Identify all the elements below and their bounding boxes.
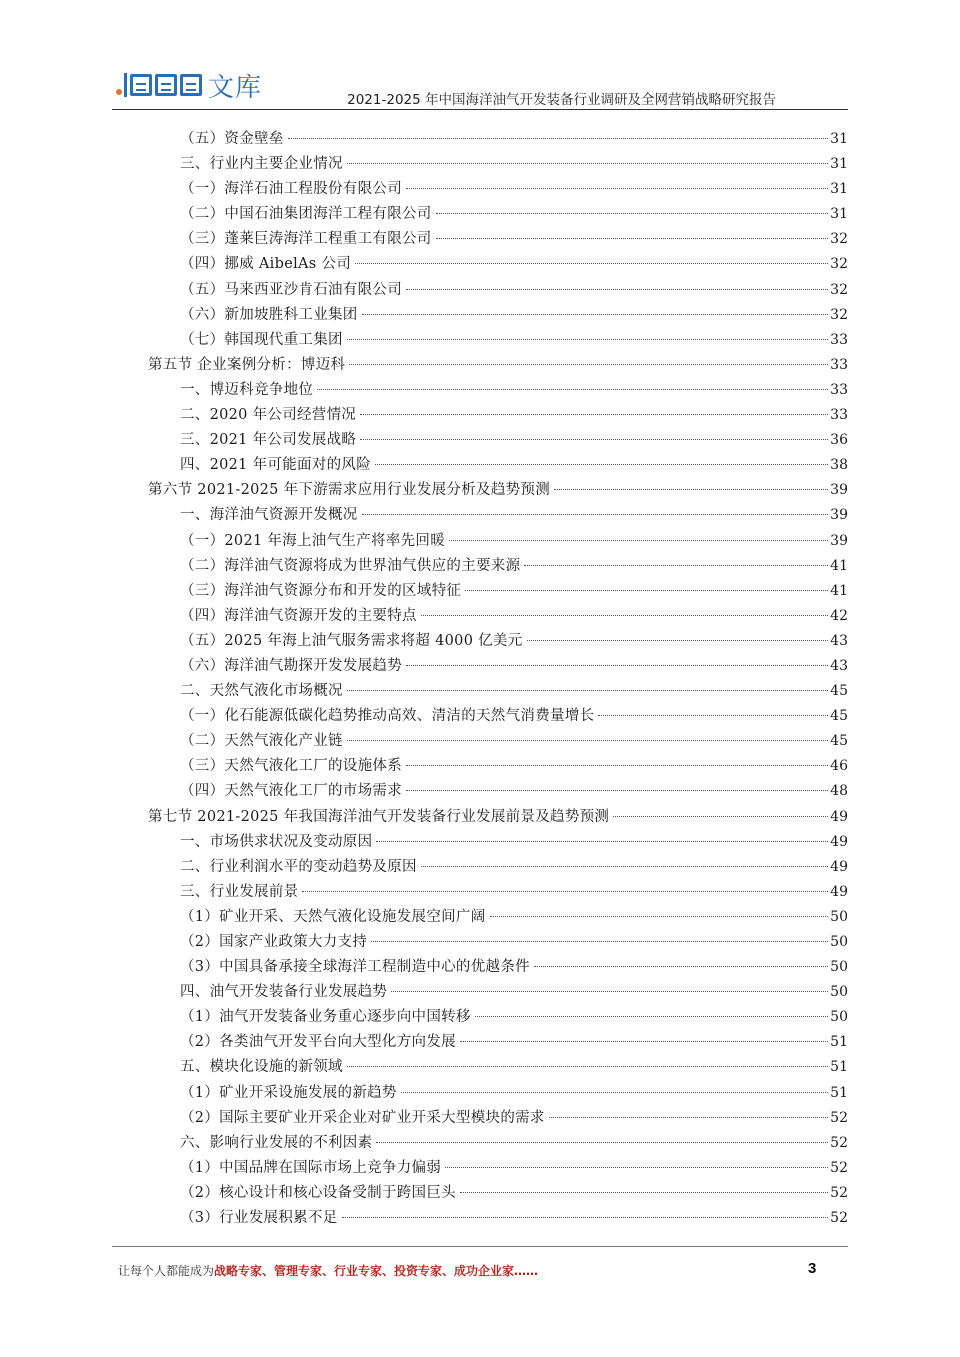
toc-entry[interactable]: [148, 303, 848, 328]
toc-entry-title: 三、行业内主要企业情况: [180, 156, 343, 173]
toc-entry-title: （2）各类油气开发平台向大型化方向发展: [180, 1034, 456, 1051]
toc-entry-page: 46: [830, 758, 848, 775]
toc-leader-dots: [524, 565, 828, 566]
toc-entry-page: 52: [830, 1109, 848, 1126]
toc-leader-dots: [349, 364, 828, 365]
toc-leader-dots: [391, 991, 828, 992]
footer-divider: [112, 1246, 848, 1247]
toc-entry-page: 52: [830, 1134, 848, 1151]
toc-entry-page: 41: [830, 582, 848, 599]
toc-entry-title: （五）马来西亚沙肯石油有限公司: [180, 281, 402, 298]
toc-entry[interactable]: [148, 604, 848, 629]
header-divider: [112, 109, 848, 110]
toc-leader-dots: [406, 188, 828, 189]
toc-entry[interactable]: [148, 328, 848, 353]
toc-entry[interactable]: [148, 1131, 848, 1156]
toc-entry-page: 51: [830, 1059, 848, 1076]
toc-entry-page: 43: [830, 632, 848, 649]
toc-entry-page: 38: [830, 457, 848, 474]
toc-entry-title: （一）2021 年海上油气生产将率先回暖: [180, 532, 446, 549]
table-of-contents: [148, 127, 848, 1231]
toc-entry[interactable]: [148, 152, 848, 177]
toc-entry[interactable]: [148, 629, 848, 654]
toc-entry-title: （二）海洋油气资源将成为世界油气供应的主要来源: [180, 557, 521, 574]
toc-leader-dots: [436, 238, 829, 239]
toc-leader-dots: [421, 615, 828, 616]
toc-entry[interactable]: [148, 880, 848, 905]
slogan-highlight: 战略专家、管理专家、行业专家、投资专家、成功企业家……: [214, 1264, 539, 1278]
toc-leader-dots: [449, 540, 828, 541]
toc-entry[interactable]: [148, 1156, 848, 1181]
toc-entry-title: （三）蓬莱巨涛海洋工程重工有限公司: [180, 231, 432, 248]
toc-entry-page: 50: [830, 984, 848, 1001]
toc-leader-dots: [490, 916, 829, 917]
toc-entry-title: （3）行业发展积累不足: [180, 1210, 338, 1227]
toc-entry-title: 一、博迈科竞争地位: [180, 381, 314, 398]
toc-entry[interactable]: [148, 704, 848, 729]
toc-entry-page: 36: [830, 432, 848, 449]
toc-entry-page: 51: [830, 1084, 848, 1101]
toc-entry-title: （二）天然气液化产业链: [180, 733, 343, 750]
toc-entry-page: 50: [830, 1009, 848, 1026]
toc-entry-page: 32: [830, 281, 848, 298]
toc-entry[interactable]: [148, 278, 848, 303]
toc-leader-dots: [347, 163, 828, 164]
toc-entry[interactable]: [148, 252, 848, 277]
footer-slogan: [118, 1262, 538, 1279]
toc-entry[interactable]: [148, 1005, 848, 1030]
toc-leader-dots: [436, 213, 829, 214]
toc-leader-dots: [355, 263, 828, 264]
toc-entry-title: （二）中国石油集团海洋工程有限公司: [180, 206, 432, 223]
toc-entry-title: 三、行业发展前景: [180, 883, 299, 900]
toc-leader-dots: [360, 414, 828, 415]
toc-entry-page: 42: [830, 607, 848, 624]
toc-entry-page: 45: [830, 733, 848, 750]
toc-entry[interactable]: [148, 453, 848, 478]
toc-entry-page: 32: [830, 231, 848, 248]
toc-entry[interactable]: [148, 1106, 848, 1131]
toc-entry[interactable]: [148, 1030, 848, 1055]
toc-leader-dots: [401, 1092, 828, 1093]
toc-entry-page: 32: [830, 256, 848, 273]
toc-entry-page: 33: [830, 356, 848, 373]
toc-entry[interactable]: [148, 403, 848, 428]
toc-entry-page: 39: [830, 482, 848, 499]
toc-entry-page: 49: [830, 883, 848, 900]
toc-entry-title: （2）国家产业政策大力支持: [180, 934, 368, 950]
toc-leader-dots: [554, 489, 828, 490]
toc-entry-title: （三）天然气液化工厂的设施体系: [180, 758, 402, 775]
toc-entry-title: （五）2025 年海上油气服务需求将超 4000 亿美元: [180, 632, 523, 649]
toc-entry-title: （2）国际主要矿业开采企业对矿业开采大型模块的需求: [180, 1109, 545, 1126]
toc-entry-page: 48: [830, 783, 848, 800]
toc-entry-page: 32: [830, 306, 848, 323]
toc-entry-title: 二、天然气液化市场概况: [180, 683, 343, 700]
toc-entry-title: 一、市场供求状况及变动原因: [180, 833, 373, 850]
toc-entry[interactable]: [148, 478, 848, 503]
toc-entry[interactable]: [148, 654, 848, 679]
toc-entry-page: 33: [830, 331, 848, 348]
report-title: 2021-2025 年中国海洋油气开发装备行业调研及全网营销战略研究报告: [347, 92, 776, 108]
toc-entry-title: 五、模块化设施的新领域: [180, 1059, 343, 1076]
toc-entry-page: 49: [830, 858, 848, 875]
slogan-prefix: 让每个人都能成为: [118, 1264, 215, 1278]
toc-entry[interactable]: [148, 503, 848, 528]
toc-entry-page: 31: [830, 181, 848, 198]
toc-leader-dots: [613, 816, 828, 817]
toc-entry[interactable]: [148, 679, 848, 704]
toc-entry-page: 41: [830, 557, 848, 574]
toc-entry[interactable]: [148, 1206, 848, 1231]
toc-leader-dots: [317, 389, 828, 390]
toc-entry-title: （四）天然气液化工厂的市场需求: [180, 783, 402, 800]
toc-entry-title: （1）中国品牌在国际市场上竞争力偏弱: [180, 1159, 442, 1176]
toc-entry-page: 33: [830, 407, 848, 424]
toc-entry-title: 四、油气开发装备行业发展趋势: [180, 984, 388, 1001]
toc-entry-title: 四、2021 年可能面对的风险: [180, 457, 372, 474]
toc-leader-dots: [527, 640, 829, 641]
toc-entry-title: （一）化石能源低碳化趋势推动高效、清洁的天然气消费量增长: [180, 708, 595, 725]
toc-entry-title: 第五节 企业案例分析：博迈科: [148, 356, 346, 373]
toc-entry-page: 33: [830, 381, 848, 398]
toc-entry-title: 六、影响行业发展的不利因素: [180, 1134, 373, 1151]
toc-entry-title: （1）矿业开采、天然气液化设施发展空间广阔: [180, 908, 486, 925]
toc-entry[interactable]: [148, 805, 848, 830]
toc-leader-dots: [347, 690, 828, 691]
toc-leader-dots: [376, 841, 828, 842]
toc-leader-dots: [376, 1142, 828, 1143]
toc-entry-page: 52: [830, 1210, 848, 1227]
logo-letters-icon: [130, 74, 202, 96]
toc-entry-title: （1）油气开发装备业务重心逐步向中国转移: [180, 1009, 471, 1026]
toc-entry[interactable]: [148, 754, 848, 779]
toc-entry-title: 第七节 2021-2025 年我国海洋油气开发装备行业发展前景及趋势预测: [148, 808, 610, 825]
toc-leader-dots: [445, 1167, 828, 1168]
page-number: 3: [808, 1260, 817, 1277]
toc-entry-title: （六）海洋油气勘探开发发展趋势: [180, 657, 402, 674]
toc-entry-title: （五）资金壁垒: [180, 131, 284, 147]
toc-entry[interactable]: [148, 905, 848, 930]
toc-leader-dots: [534, 966, 828, 967]
toc-entry-page: 39: [830, 532, 848, 549]
toc-entry-page: 49: [830, 808, 848, 825]
toc-entry-page: 49: [830, 833, 848, 850]
toc-leader-dots: [406, 765, 828, 766]
toc-leader-dots: [406, 790, 828, 791]
toc-leader-dots: [362, 314, 829, 315]
toc-entry[interactable]: [148, 127, 848, 152]
toc-entry-title: （六）新加坡胜科工业集团: [180, 306, 358, 323]
toc-entry-page: 31: [830, 206, 848, 223]
toc-entry-title: （3）中国具备承接全球海洋工程制造中心的优越条件: [180, 959, 530, 976]
toc-entry[interactable]: [148, 1081, 848, 1106]
toc-entry-page: 50: [830, 934, 848, 950]
toc-entry[interactable]: [148, 177, 848, 202]
toc-leader-dots: [406, 665, 828, 666]
toc-entry-page: 45: [830, 708, 848, 725]
toc-entry-title: （2）核心设计和核心设备受制于跨国巨头: [180, 1184, 456, 1201]
toc-entry[interactable]: [148, 353, 848, 378]
toc-entry[interactable]: [148, 1055, 848, 1080]
toc-leader-dots: [465, 590, 828, 591]
toc-entry-page: 51: [830, 1034, 848, 1051]
toc-leader-dots: [362, 514, 829, 515]
toc-entry[interactable]: [148, 378, 848, 403]
toc-entry-title: （1）矿业开采设施发展的新趋势: [180, 1084, 397, 1101]
page-header: [112, 66, 848, 110]
toc-leader-dots: [347, 740, 828, 741]
toc-leader-dots: [460, 1041, 828, 1042]
toc-entry[interactable]: [148, 579, 848, 604]
toc-entry-title: 第六节 2021-2025 年下游需求应用行业发展分析及趋势预测: [148, 482, 551, 499]
toc-entry-page: 52: [830, 1184, 848, 1201]
toc-entry-title: 三、2021 年公司发展战略: [180, 432, 357, 449]
toc-leader-dots: [421, 866, 828, 867]
toc-leader-dots: [475, 1016, 828, 1017]
toc-leader-dots: [342, 1217, 829, 1218]
toc-entry-title: （四）挪威 AibelAs 公司: [180, 256, 352, 273]
toc-entry-title: 二、行业利润水平的变动趋势及原因: [180, 858, 417, 875]
toc-entry-page: 50: [830, 908, 848, 925]
toc-leader-dots: [288, 138, 829, 139]
toc-entry-page: 52: [830, 1159, 848, 1176]
toc-entry-title: （四）海洋油气资源开发的主要特点: [180, 607, 417, 624]
toc-entry[interactable]: [148, 554, 848, 579]
toc-entry-page: 31: [830, 156, 848, 173]
toc-leader-dots: [549, 1117, 828, 1118]
toc-entry[interactable]: [148, 428, 848, 453]
toc-leader-dots: [347, 339, 828, 340]
toc-leader-dots: [375, 464, 828, 465]
toc-leader-dots: [302, 891, 828, 892]
toc-entry-page: 45: [830, 683, 848, 700]
toc-entry[interactable]: [148, 227, 848, 252]
toc-entry[interactable]: [148, 1181, 848, 1206]
toc-entry-title: （一）海洋石油工程股份有限公司: [180, 181, 402, 198]
toc-entry[interactable]: [148, 980, 848, 1005]
toc-leader-dots: [371, 941, 828, 942]
toc-entry[interactable]: [148, 202, 848, 227]
toc-entry-page: 50: [830, 959, 848, 976]
toc-leader-dots: [406, 289, 828, 290]
toc-entry-title: （三）海洋油气资源分布和开发的区域特征: [180, 582, 462, 599]
toc-entry[interactable]: [148, 930, 848, 955]
toc-entry-page: 43: [830, 657, 848, 674]
logo-mark-icon: [112, 70, 128, 100]
toc-entry[interactable]: [148, 729, 848, 754]
toc-entry[interactable]: [148, 779, 848, 804]
wenku-logo: [112, 68, 262, 102]
toc-leader-dots: [360, 439, 828, 440]
toc-entry[interactable]: [148, 529, 848, 554]
toc-entry-title: 一、海洋油气资源开发概况: [180, 507, 358, 524]
toc-entry-page: 31: [830, 131, 848, 147]
toc-leader-dots: [347, 1066, 828, 1067]
toc-entry-page: 39: [830, 507, 848, 524]
logo-text: 文库: [208, 72, 263, 103]
toc-entry[interactable]: [148, 955, 848, 980]
toc-entry[interactable]: [148, 830, 848, 855]
toc-entry[interactable]: [148, 855, 848, 880]
toc-entry-title: 二、2020 年公司经营情况: [180, 407, 357, 424]
toc-leader-dots: [460, 1192, 828, 1193]
toc-leader-dots: [598, 715, 828, 716]
toc-entry-title: （七）韩国现代重工集团: [180, 331, 343, 348]
